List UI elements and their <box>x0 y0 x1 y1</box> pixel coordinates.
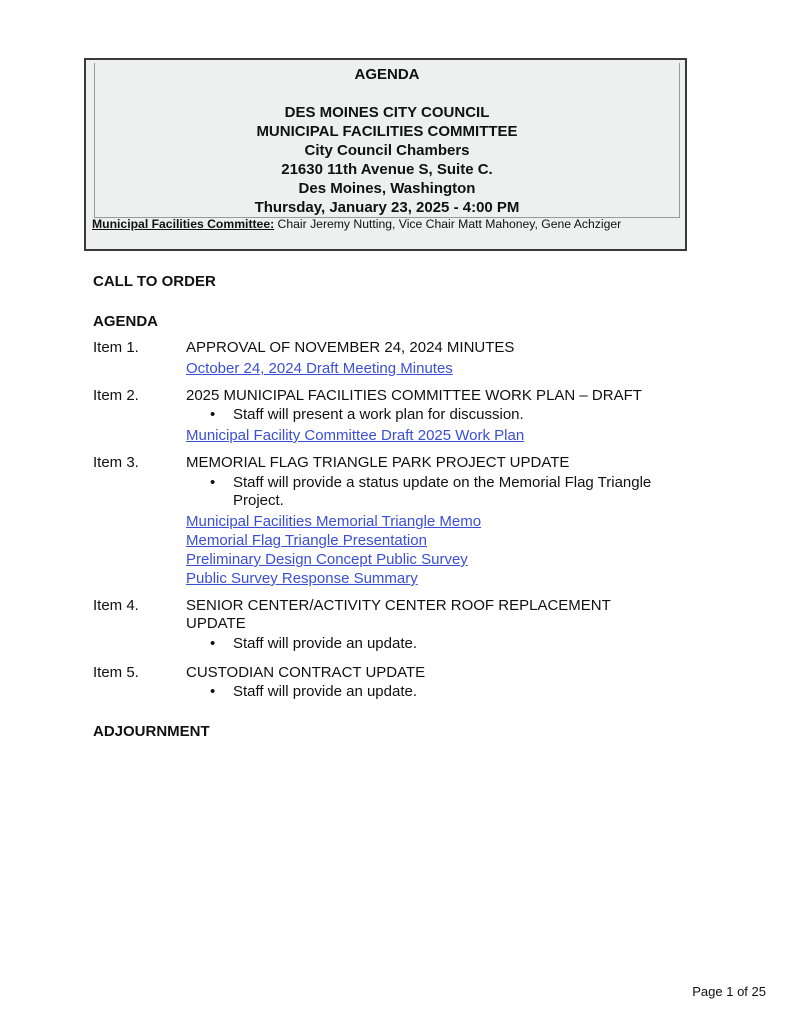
item-title: 2025 MUNICIPAL FACILITIES COMMITTEE WORK PLAN – DRAFT <box>186 387 642 404</box>
link-october-minutes[interactable]: October 24, 2024 Draft Meeting Minutes <box>186 360 453 377</box>
item-title: SENIOR CENTER/ACTIVITY CENTER ROOF REPLACEMENT UPDATE <box>186 597 611 632</box>
item-title: APPROVAL OF NOVEMBER 24, 2024 MINUTES <box>186 339 515 356</box>
link-work-plan[interactable]: Municipal Facility Committee Draft 2025 Work Plan <box>186 427 525 444</box>
members-list: Chair Jeremy Nutting, Vice Chair Matt Mahoney, Gene Achziger <box>274 217 622 231</box>
call-to-order-heading: CALL TO ORDER <box>93 273 216 290</box>
meeting-datetime: Thursday, January 23, 2025 - 4:00 PM <box>254 199 520 216</box>
bullet-icon: • <box>210 474 216 491</box>
item-number: Item 4. <box>93 597 139 614</box>
agenda-title: AGENDA <box>354 66 420 83</box>
item-number: Item 1. <box>93 339 139 356</box>
venue: City Council Chambers <box>304 142 470 159</box>
item-title: CUSTODIAN CONTRACT UPDATE <box>186 664 426 681</box>
item-number: Item 2. <box>93 387 139 404</box>
item-bullet: Staff will present a work plan for discussion. <box>233 406 524 423</box>
link-survey-summary[interactable]: Public Survey Response Summary <box>186 570 418 587</box>
agenda-header-box <box>84 58 687 251</box>
bullet-icon: • <box>210 635 216 652</box>
bullet-icon: • <box>210 683 216 700</box>
link-design-survey[interactable]: Preliminary Design Concept Public Survey <box>186 551 468 568</box>
council-name: DES MOINES CITY COUNCIL <box>284 104 490 121</box>
page-number: Page 1 of 25 <box>692 984 766 999</box>
item-number: Item 3. <box>93 454 139 471</box>
item-title: MEMORIAL FLAG TRIANGLE PARK PROJECT UPDATE <box>186 454 570 471</box>
committee-name: MUNICIPAL FACILITIES COMMITTEE <box>256 123 518 140</box>
members-label: Municipal Facilities Committee: <box>92 217 275 231</box>
city: Des Moines, Washington <box>298 180 476 197</box>
bullet-icon: • <box>210 406 216 423</box>
link-triangle-presentation[interactable]: Memorial Flag Triangle Presentation <box>186 532 427 549</box>
agenda-header-inner <box>94 63 680 218</box>
link-triangle-memo[interactable]: Municipal Facilities Memorial Triangle Memo <box>186 513 482 530</box>
agenda-heading: AGENDA <box>93 313 159 330</box>
item-bullet: Staff will provide an update. <box>233 635 418 652</box>
adjournment-heading: ADJOURNMENT <box>93 723 210 740</box>
item-number: Item 5. <box>93 664 139 681</box>
address: 21630 11th Avenue S, Suite C. <box>281 161 493 178</box>
item-bullet: Staff will provide an update. <box>233 683 418 700</box>
item-bullet: Staff will provide a status update on the Memorial Flag Triangle Project. <box>233 474 652 509</box>
committee-members <box>92 217 621 231</box>
